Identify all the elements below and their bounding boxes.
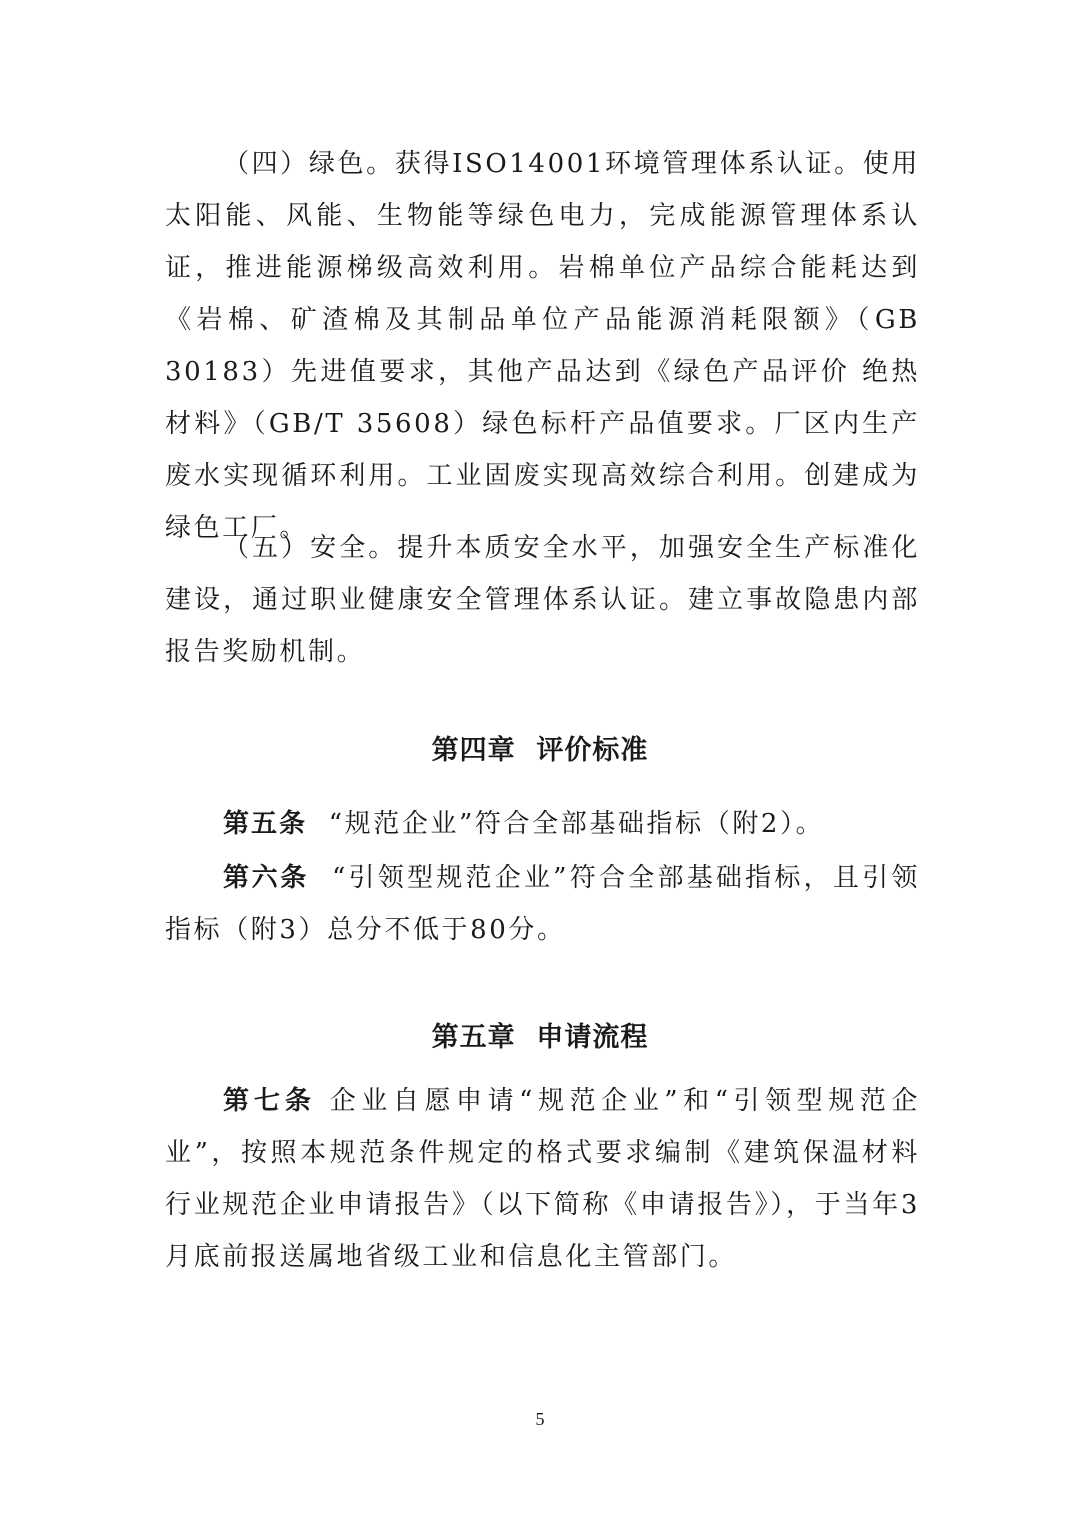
article-five-label: 第五条 xyxy=(223,809,308,839)
article-six-text: “引领型规范企业”符合全部基础指标，且引领指标（附3）总分不低于80分。 xyxy=(165,863,920,945)
section-four-green-paragraph: （四）绿色。获得ISO14001环境管理体系认证。使用太阳能、风能、生物能等绿色电力，完成能源管理体系认证，推进能源梯级高效利用。岩棉单位产品综合能耗达到《岩棉、矿渣棉及其制品单位产品能源消耗限额》（GB 30183）先进值要求，其他产品达到《绿色产品评价 绝热材料》（GB/T 35608）绿色标杆产品值要求。厂区内生产废水实现循环利用。工业固废实现高效综合利用。创建成为绿色工厂。 xyxy=(165,149,931,543)
chapter-four-heading: 第四章 评价标准 xyxy=(431,735,649,766)
page-number: 5 xyxy=(535,1409,545,1429)
article-seven-paragraph xyxy=(165,1075,920,1283)
article-seven-text: 企业自愿申请“规范企业”和“引领型规范企业”，按照本规范条件规定的格式要求编制《建筑保温材料行业规范企业申请报告》（以下简称《申请报告》），于当年3月底前报送属地省级工业和信息化主管部门。 xyxy=(165,1086,920,1272)
article-six-paragraph xyxy=(165,852,920,956)
section-five-safety-paragraph: （五）安全。提升本质安全水平，加强安全生产标准化建设，通过职业健康安全管理体系认证。建立事故隐患内部报告奖励机制。 xyxy=(165,533,920,667)
article-five-paragraph xyxy=(165,798,920,850)
article-six-label: 第六条 xyxy=(223,863,309,893)
article-five-text: “规范企业”符合全部基础指标（附2）。 xyxy=(307,809,825,839)
chapter-five-heading: 第五章 申请流程 xyxy=(431,1022,649,1053)
article-seven-label: 第七条 xyxy=(223,1086,316,1116)
